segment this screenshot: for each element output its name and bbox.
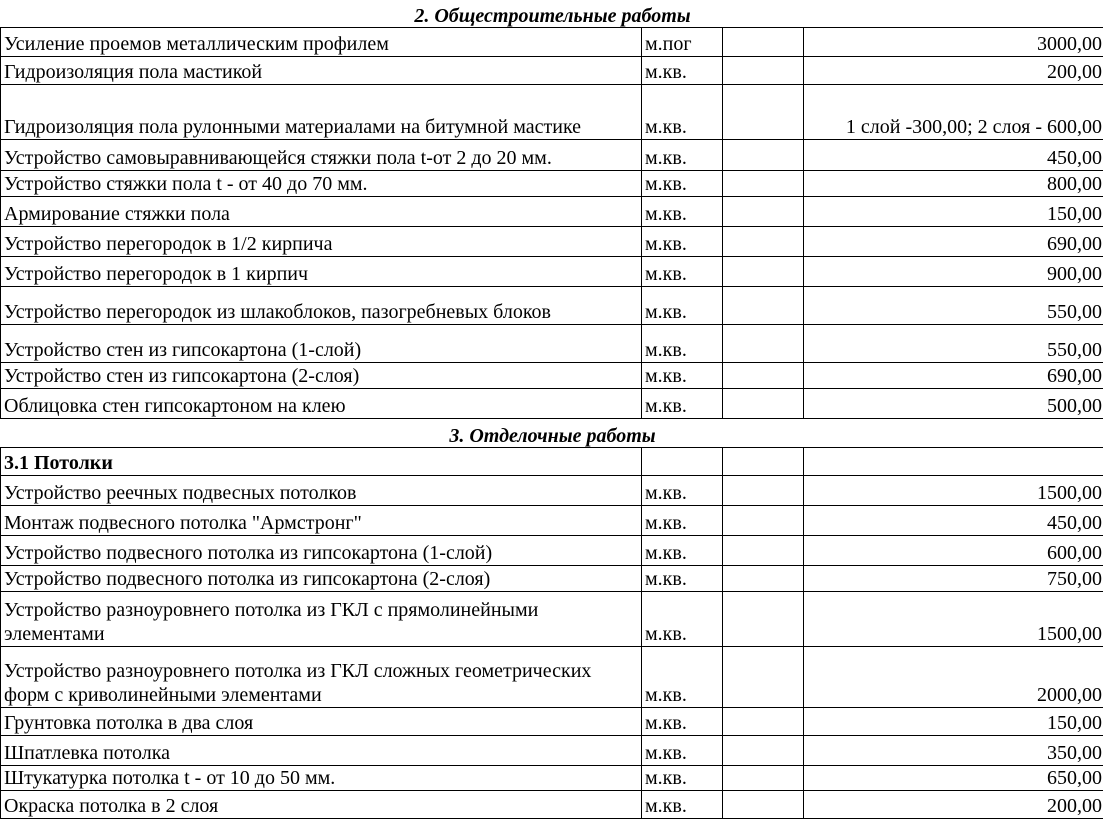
table-row (1, 707, 1103, 735)
price-cell: 200,00 (804, 56, 1103, 84)
table-row (1, 735, 1103, 765)
unit-cell: м.кв. (642, 286, 723, 324)
table-row (1, 591, 1103, 646)
price-cell: 150,00 (804, 196, 1103, 226)
unit-cell: м.кв. (642, 646, 723, 707)
work-name: Устройство стяжки пола t - от 40 до 70 мм. (1, 170, 642, 196)
qty-cell (723, 324, 804, 362)
table-row (1, 790, 1103, 818)
unit-cell: м.кв. (642, 735, 723, 765)
price-cell: 690,00 (804, 362, 1103, 388)
qty-cell (723, 56, 804, 84)
price-cell: 600,00 (804, 535, 1103, 565)
unit-cell: м.кв. (642, 388, 723, 418)
table-row (1, 535, 1103, 565)
qty-cell (723, 362, 804, 388)
qty-cell (723, 505, 804, 535)
table-row (1, 196, 1103, 226)
work-name: Устройство разноуровнего потолка из ГКЛ сложных геометрических форм с криволинейными элементами (1, 646, 642, 707)
unit-cell: м.кв. (642, 196, 723, 226)
table-row (1, 170, 1103, 196)
table-row (1, 646, 1103, 707)
table-row (1, 56, 1103, 84)
work-name: Устройство разноуровнего потолка из ГКЛ с прямолинейными элементами (1, 591, 642, 646)
qty-cell (723, 139, 804, 170)
unit-cell: м.кв. (642, 765, 723, 790)
qty-cell (723, 790, 804, 818)
unit-cell: м.кв. (642, 475, 723, 505)
work-name: Грунтовка потолка в два слоя (1, 707, 642, 735)
qty-cell (723, 591, 804, 646)
price-cell: 550,00 (804, 324, 1103, 362)
table-row (1, 765, 1103, 790)
work-name: Окраска потолка в 2 слоя (1, 790, 642, 818)
price-cell: 750,00 (804, 565, 1103, 591)
work-name: Устройство подвесного потолка из гипсокартона (1-слой) (1, 535, 642, 565)
work-name: Армирование стяжки пола (1, 196, 642, 226)
subsection-header-ceilings (1, 447, 1103, 475)
price-cell: 1 слой -300,00; 2 слоя - 600,00 (804, 84, 1103, 139)
work-name: Облицовка стен гипсокартоном на клею (1, 388, 642, 418)
price-cell: 450,00 (804, 139, 1103, 170)
work-name: Устройство перегородок в 1 кирпич (1, 256, 642, 286)
table-row (1, 565, 1103, 591)
unit-cell: м.кв. (642, 139, 723, 170)
qty-cell (723, 447, 804, 475)
price-cell: 200,00 (804, 790, 1103, 818)
table-row (1, 286, 1103, 324)
table-row (1, 256, 1103, 286)
qty-cell (723, 196, 804, 226)
work-name: Гидроизоляция пола рулонными материалами на битумной мастике (1, 84, 642, 139)
table-row (1, 27, 1103, 56)
qty-cell (723, 170, 804, 196)
table-row (1, 84, 1103, 139)
unit-cell: м.кв. (642, 226, 723, 256)
qty-cell (723, 565, 804, 591)
qty-cell (723, 84, 804, 139)
price-cell: 500,00 (804, 388, 1103, 418)
unit-cell: м.кв. (642, 84, 723, 139)
price-cell: 350,00 (804, 735, 1103, 765)
unit-cell: м.кв. (642, 707, 723, 735)
work-name: Монтаж подвесного потолка "Армстронг" (1, 505, 642, 535)
qty-cell (723, 475, 804, 505)
table-row (1, 226, 1103, 256)
qty-cell (723, 286, 804, 324)
unit-cell: м.кв. (642, 324, 723, 362)
price-cell: 150,00 (804, 707, 1103, 735)
price-cell: 650,00 (804, 765, 1103, 790)
work-name: Устройство стен из гипсокартона (1-слой) (1, 324, 642, 362)
section-header-finishing (1, 418, 1103, 447)
price-cell: 1500,00 (804, 475, 1103, 505)
table-row (1, 505, 1103, 535)
subsection-title: 3.1 Потолки (1, 447, 642, 475)
price-cell: 690,00 (804, 226, 1103, 256)
unit-cell: м.кв. (642, 535, 723, 565)
price-cell: 2000,00 (804, 646, 1103, 707)
qty-cell (723, 707, 804, 735)
unit-cell: м.кв. (642, 256, 723, 286)
price-cell: 550,00 (804, 286, 1103, 324)
work-name: Гидроизоляция пола мастикой (1, 56, 642, 84)
work-name: Усиление проемов металлическим профилем (1, 27, 642, 56)
qty-cell (723, 535, 804, 565)
work-name: Шпатлевка потолка (1, 735, 642, 765)
price-cell: 1500,00 (804, 591, 1103, 646)
work-name: Устройство подвесного потолка из гипсокартона (2-слоя) (1, 565, 642, 591)
qty-cell (723, 765, 804, 790)
price-cell: 3000,00 (804, 27, 1103, 56)
table-row (1, 475, 1103, 505)
qty-cell (723, 256, 804, 286)
unit-cell: м.пог (642, 27, 723, 56)
section-title: 2. Общестроительные работы (1, 0, 1103, 27)
qty-cell (723, 27, 804, 56)
unit-cell: м.кв. (642, 362, 723, 388)
section-title: 3. Отделочные работы (1, 418, 1103, 447)
work-name: Устройство перегородок из шлакоблоков, пазогребневых блоков (1, 286, 642, 324)
qty-cell (723, 388, 804, 418)
unit-cell: м.кв. (642, 565, 723, 591)
table-row (1, 139, 1103, 170)
qty-cell (723, 735, 804, 765)
table-row (1, 388, 1103, 418)
unit-cell: м.кв. (642, 56, 723, 84)
work-name: Устройство самовыравнивающейся стяжки пола t-от 2 до 20 мм. (1, 139, 642, 170)
unit-cell: м.кв. (642, 790, 723, 818)
price-cell: 900,00 (804, 256, 1103, 286)
unit-cell: м.кв. (642, 505, 723, 535)
unit-cell (642, 447, 723, 475)
work-name: Устройство перегородок в 1/2 кирпича (1, 226, 642, 256)
table-row (1, 362, 1103, 388)
unit-cell: м.кв. (642, 591, 723, 646)
price-cell (804, 447, 1103, 475)
work-name: Штукатурка потолка t - от 10 до 50 мм. (1, 765, 642, 790)
qty-cell (723, 646, 804, 707)
work-name: Устройство стен из гипсокартона (2-слоя) (1, 362, 642, 388)
table-row (1, 324, 1103, 362)
section-header-general (1, 0, 1103, 27)
unit-cell: м.кв. (642, 170, 723, 196)
price-cell: 450,00 (804, 505, 1103, 535)
qty-cell (723, 226, 804, 256)
price-cell: 800,00 (804, 170, 1103, 196)
work-name: Устройство реечных подвесных потолков (1, 475, 642, 505)
